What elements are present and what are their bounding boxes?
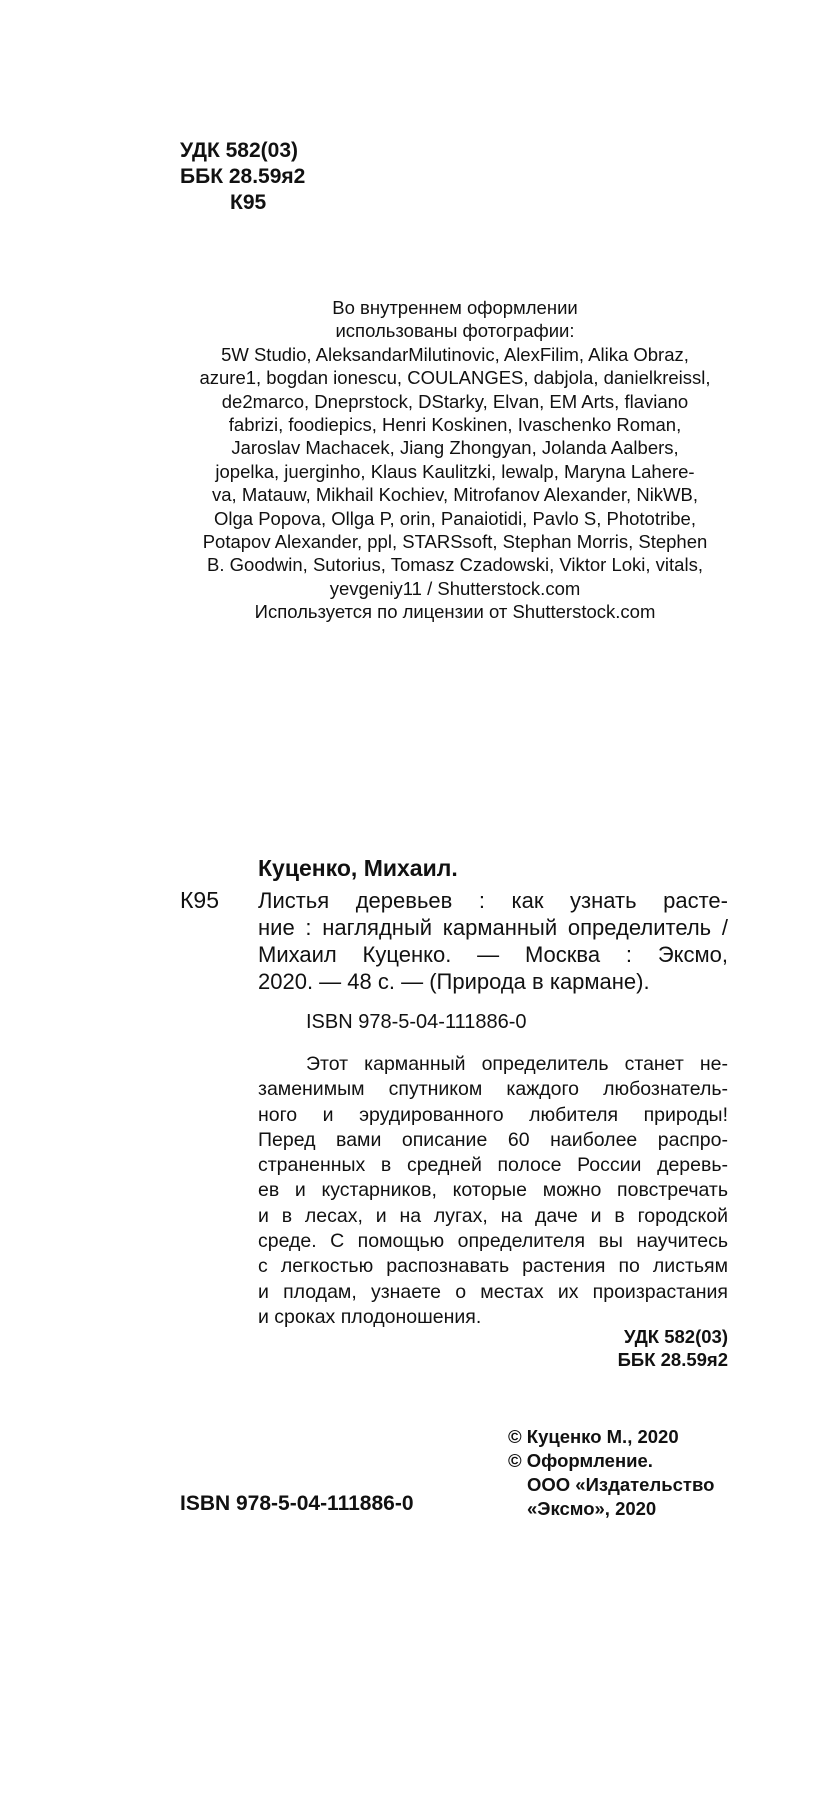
annotation-line: Перед вами описание 60 наиболее распро- (258, 1128, 728, 1151)
credits-line: B. Goodwin, Sutorius, Tomasz Czadowski, Viktor Loki, vitals, (207, 554, 703, 576)
annotation-line: страненных в средней полосе России деревь- (258, 1154, 728, 1177)
copyright-notice (508, 1425, 714, 1521)
credits-line: jopelka, juerginho, Klaus Kaulitzki, lewalp, Maryna Lahere- (215, 460, 695, 482)
annotation-line: и в лесах, и на лугах, на даче и в городской (258, 1204, 728, 1227)
annotation-line: и сроках плодоношения. (258, 1305, 482, 1328)
bbk-code: ББК 28.59я2 (180, 165, 306, 188)
credits-line: Во внутреннем оформлении (332, 297, 578, 318)
biblio-line: ние : наглядный карманный определитель / (258, 915, 728, 940)
credits-line: fabrizi, foodiepics, Henri Koskinen, Ivaschenko Roman, (228, 414, 682, 436)
credits-line: Potapov Alexander, ppl, STARSsoft, Stephan Morris, Stephen (202, 531, 708, 553)
biblio-line: Михаил Куценко. — Москва : Эксмо, (258, 942, 728, 967)
copyright-line: «Эксмо», 2020 (527, 1498, 657, 1519)
author-code: К95 (230, 191, 267, 214)
catalog-isbn: ISBN 978-5-04-111886-0 (306, 1011, 527, 1033)
catalog-author: Куценко, Михаил. (258, 855, 458, 881)
bbk-code-right: ББК 28.59я2 (617, 1349, 728, 1370)
udk-code: УДК 582(03) (180, 139, 298, 162)
credits-line: Olga Popova, Ollga P, orin, Panaiotidi, Pavlo S, Phototribe, (214, 507, 696, 529)
annotation-line: ев и кустарников, которые можно повстречать (258, 1179, 728, 1202)
photo-credits (180, 296, 730, 624)
credits-line: 5W Studio, AleksandarMilutinovic, AlexFilim, Alika Obraz, (221, 343, 689, 365)
copyright-line: © Куценко М., 2020 (508, 1426, 679, 1447)
credits-line: azure1, bogdan ionescu, COULANGES, dabjola, danielkreissl, (199, 367, 711, 389)
classification-codes (180, 138, 305, 216)
credits-line: Используется по лицензии от Shutterstock.com (254, 601, 656, 623)
bibliographic-description (258, 887, 728, 995)
catalog-code: К95 (180, 887, 219, 913)
isbn-bottom: ISBN 978-5-04-111886-0 (180, 1492, 414, 1515)
annotation-line: среде. С помощью определителя вы научитесь (258, 1230, 728, 1253)
credits-line: va, Matauw, Mikhail Kochiev, Mitrofanov Alexander, NikWB, (212, 484, 698, 506)
annotation-line: Этот карманный определитель станет не- (306, 1053, 728, 1075)
annotation-line: с легкостью распознавать растения по листьям (258, 1255, 728, 1278)
credits-line: использованы фотографии: (335, 320, 575, 342)
credits-line: yevgeniy11 / Shutterstock.com (329, 577, 581, 599)
classification-codes-right (618, 1325, 728, 1371)
biblio-line: 2020. — 48 с. — (Природа в кармане). (258, 969, 650, 994)
annotation (258, 1052, 728, 1330)
copyright-line: © Оформление. (508, 1450, 653, 1471)
copyright-line: ООО «Издательство (527, 1474, 715, 1495)
udk-code-right: УДК 582(03) (624, 1326, 728, 1347)
annotation-line: ного и эрудированного любителя природы! (258, 1103, 728, 1126)
credits-line: de2marco, Dneprstock, DStarky, Elvan, EM Arts, flaviano (221, 390, 689, 412)
credits-line: Jaroslav Machacek, Jiang Zhongyan, Jolanda Aalbers, (231, 437, 679, 459)
biblio-line: Листья деревьев : как узнать расте- (258, 888, 728, 913)
annotation-line: и плодам, узнаете о местах их произрастания (258, 1280, 728, 1303)
annotation-line: заменимым спутником каждого любознатель- (258, 1078, 728, 1101)
